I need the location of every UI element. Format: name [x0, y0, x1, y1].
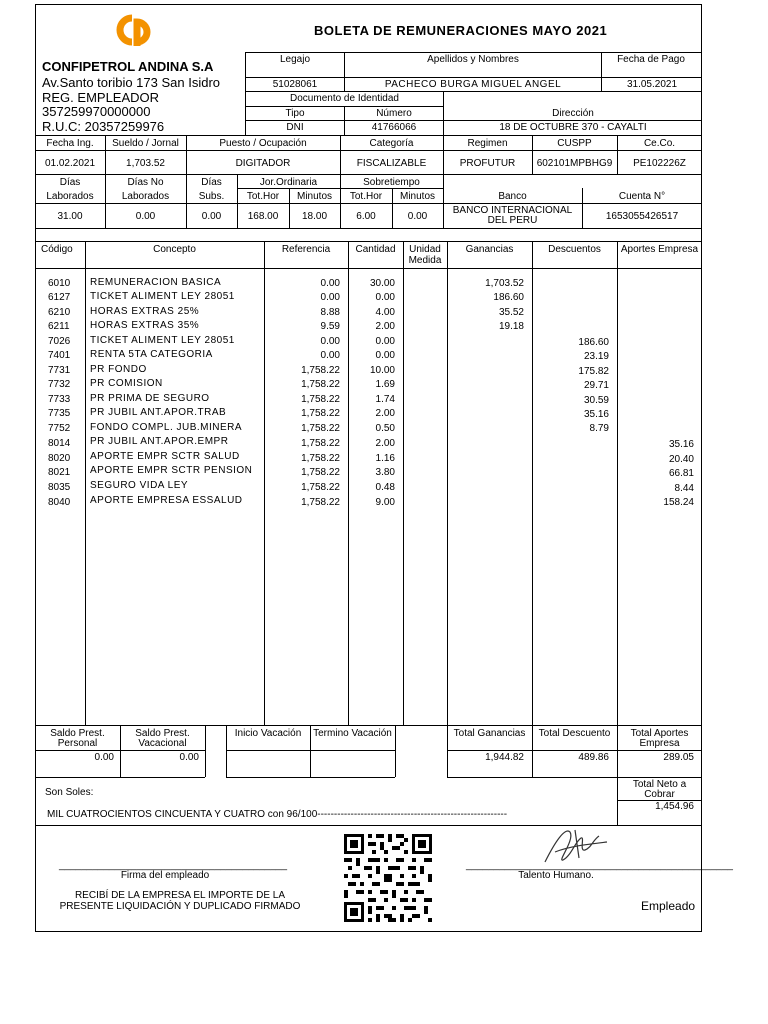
item-referencia: 1,758.22 [301, 453, 340, 464]
item-concepto: TICKET ALIMENT LEY 28051 [90, 335, 235, 346]
item-descuento: 175.82 [578, 366, 609, 377]
table-row [0, 422, 768, 436]
legajo-label: Legajo [279, 54, 311, 65]
total-aportes-label-1: Total Aportes [630, 728, 689, 739]
direccion-label: Dirección [552, 108, 594, 119]
saldo-vacacional-value: 0.00 [179, 752, 199, 763]
item-referencia: 1,758.22 [301, 438, 340, 449]
sueldo-value: 1,703.52 [126, 158, 165, 169]
item-codigo: 7733 [48, 394, 71, 405]
table-row [0, 349, 768, 363]
item-concepto: APORTE EMPR SCTR SALUD [90, 451, 240, 462]
item-cantidad: 1.74 [375, 394, 395, 405]
item-referencia: 1,758.22 [301, 394, 340, 405]
company-address: Av.Santo toribio 173 San Isidro [42, 75, 221, 90]
total-descuento-label: Total Descuento [538, 728, 611, 739]
firma-empleado-label: Firma del empleado [120, 870, 210, 881]
item-referencia: 0.00 [320, 278, 340, 289]
empleado-label: Empleado [641, 899, 696, 913]
item-codigo: 8035 [48, 482, 71, 493]
item-descuento: 29.71 [583, 380, 609, 391]
total-descuento-value: 489.86 [578, 752, 609, 763]
item-codigo: 6210 [48, 307, 71, 318]
item-cantidad: 1.16 [375, 453, 395, 464]
total-neto-label-2: Cobrar [644, 789, 675, 800]
cantidad-header: Cantidad [355, 244, 396, 255]
item-descuento: 30.59 [583, 395, 609, 406]
direccion-value: 18 DE OCTUBRE 370 - CAYALTI [499, 122, 647, 133]
dias-no-laborados-value: 0.00 [135, 211, 156, 222]
documento-label: Documento de Identidad [290, 93, 399, 104]
dias-no-label-1: Días No [127, 177, 164, 188]
item-referencia: 1,758.22 [301, 482, 340, 493]
item-concepto: APORTE EMPRESA ESSALUD [90, 495, 243, 506]
sob-tot-hor-value: 6.00 [356, 211, 376, 222]
document-title: BOLETA DE REMUNERACIONES MAYO 2021 [314, 23, 608, 38]
dias-subs-label-2: Subs. [198, 191, 225, 202]
fecha-ing-label: Fecha Ing. [46, 138, 94, 149]
total-aportes-label-2: Empresa [639, 738, 680, 749]
item-concepto: PR PRIMA DE SEGURO [90, 393, 210, 404]
descuentos-header: Descuentos [548, 244, 601, 255]
table-row [0, 277, 768, 291]
item-codigo: 7731 [48, 365, 71, 376]
item-aporte: 8.44 [674, 483, 694, 494]
categoria-value: FISCALIZABLE [356, 158, 427, 169]
item-referencia: 1,758.22 [301, 423, 340, 434]
item-concepto: PR COMISION [90, 378, 163, 389]
tipo-doc-value: DNI [286, 122, 304, 133]
item-codigo: 8020 [48, 453, 71, 464]
banco-label: Banco [498, 191, 527, 202]
item-ganancia: 35.52 [498, 307, 524, 318]
item-cantidad: 2.00 [375, 438, 395, 449]
item-codigo: 7752 [48, 423, 71, 434]
sobretiempo-label: Sobretiempo [363, 177, 420, 188]
table-row [0, 393, 768, 407]
table-row [0, 335, 768, 349]
item-concepto: HORAS EXTRAS 35% [90, 320, 200, 331]
item-referencia: 1,758.22 [301, 365, 340, 376]
item-codigo: 6010 [48, 278, 71, 289]
company-logo-icon [115, 12, 161, 50]
total-ganancias-label: Total Ganancias [453, 728, 526, 739]
item-referencia: 0.00 [320, 350, 340, 361]
item-ganancia: 19.18 [498, 321, 524, 332]
item-codigo: 7732 [48, 379, 71, 390]
jor-tot-hor-label: Tot.Hor [246, 191, 280, 202]
item-descuento: 35.16 [583, 409, 609, 420]
item-codigo: 6127 [48, 292, 71, 303]
saldo-vacacional-label-2: Vacacional [138, 738, 187, 749]
dias-no-label-2: Laborados [121, 191, 170, 202]
item-cantidad: 10.00 [369, 365, 395, 376]
company-name: CONFIPETROL ANDINA S.A [42, 59, 214, 74]
total-ganancias-value: 1,944.82 [485, 752, 524, 763]
item-referencia: 1,758.22 [301, 467, 340, 478]
table-row [0, 320, 768, 334]
saldo-vacacional-label-1: Saldo Prest. [135, 728, 190, 739]
sueldo-label: Sueldo / Jornal [112, 138, 179, 149]
puesto-label: Puesto / Ocupación [219, 138, 307, 149]
numero-doc-value: 41766066 [371, 122, 417, 133]
table-row [0, 436, 768, 450]
cuenta-label: Cuenta N° [618, 191, 666, 202]
ceco-label: Ce.Co. [643, 138, 676, 149]
sob-minutos-label: Minutos [399, 191, 435, 202]
item-referencia: 9.59 [320, 321, 340, 332]
item-cantidad: 0.50 [375, 423, 395, 434]
regimen-label: Regimen [467, 138, 508, 149]
item-ganancia: 1,703.52 [485, 278, 524, 289]
company-ruc: R.U.C: 20357259976 [42, 119, 165, 134]
employer-reg-number: 357259970000000 [42, 104, 151, 119]
table-row [0, 480, 768, 494]
dias-subs-label-1: Días [201, 177, 222, 188]
cuspp-label: CUSPP [557, 138, 592, 149]
codigo-header: Código [41, 244, 73, 255]
table-row [0, 465, 768, 479]
item-concepto: SEGURO VIDA LEY [90, 480, 189, 491]
aportes-header: Aportes Empresa [620, 244, 699, 255]
fecha-ing-value: 01.02.2021 [44, 158, 96, 169]
item-aporte: 20.40 [668, 454, 694, 465]
total-aportes-value: 289.05 [663, 752, 694, 763]
amount-in-words: MIL CUATROCIENTOS CINCUENTA Y CUATRO con 96/100--------------------------------------------------------- [47, 809, 508, 820]
table-row [0, 291, 768, 305]
total-neto-label-1: Total Neto a [632, 779, 687, 790]
signature-line-rrhh: ________________________________________________ [466, 860, 733, 871]
regimen-value: PROFUTUR [459, 158, 516, 169]
signature-line-employee: _________________________________________ [59, 860, 288, 871]
dias-laborados-label-1: Días [59, 177, 81, 188]
item-codigo: 7735 [48, 408, 71, 419]
referencia-header: Referencia [281, 244, 331, 255]
legajo-value: 51028061 [272, 79, 318, 90]
item-concepto: PR JUBIL ANT.APOR.TRAB [90, 407, 227, 418]
item-concepto: PR JUBIL ANT.APOR.EMPR [90, 436, 229, 447]
item-concepto: TICKET ALIMENT LEY 28051 [90, 291, 235, 302]
item-concepto: RENTA 5TA CATEGORIA [90, 349, 213, 360]
ceco-value: PE102226Z [633, 158, 686, 169]
ganancias-header: Ganancias [465, 244, 514, 255]
item-referencia: 1,758.22 [301, 379, 340, 390]
apellidos-label: Apellidos y Nombres [427, 54, 519, 65]
item-cantidad: 1.69 [375, 379, 395, 390]
fecha-pago-label: Fecha de Pago [617, 54, 685, 65]
dias-laborados-value: 31.00 [57, 211, 83, 222]
categoria-label: Categoría [369, 138, 414, 149]
item-aporte: 158.24 [663, 497, 694, 508]
item-referencia: 1,758.22 [301, 497, 340, 508]
termino-vacacion-label: Termino Vacación [313, 728, 392, 739]
item-concepto: APORTE EMPR SCTR PENSION [90, 465, 253, 476]
item-codigo: 6211 [48, 321, 70, 332]
item-referencia: 1,758.22 [301, 408, 340, 419]
sob-tot-hor-label: Tot.Hor [349, 191, 383, 202]
table-row [0, 306, 768, 320]
fecha-pago-value: 31.05.2021 [626, 79, 678, 90]
item-aporte: 35.16 [668, 439, 694, 450]
item-cantidad: 2.00 [375, 321, 395, 332]
total-neto-value: 1,454.96 [655, 801, 694, 812]
item-ganancia: 186.60 [493, 292, 524, 303]
item-codigo: 8014 [48, 438, 71, 449]
talento-humano-label: Talento Humano. [518, 870, 594, 881]
item-concepto: REMUNERACION BASICA [90, 277, 222, 288]
item-concepto: FONDO COMPL. JUB.MINERA [90, 422, 243, 433]
table-row [0, 364, 768, 378]
item-descuento: 23.19 [583, 351, 609, 362]
item-cantidad: 2.00 [375, 408, 395, 419]
unidad-header-1: Unidad [409, 244, 441, 255]
saldo-personal-value: 0.00 [94, 752, 114, 763]
numero-label: Número [376, 108, 412, 119]
jor-minutos-value: 18.00 [301, 211, 328, 222]
item-cantidad: 4.00 [375, 307, 395, 318]
jor-ordinaria-label: Jor.Ordinaria [259, 177, 318, 188]
item-cantidad: 0.00 [375, 336, 395, 347]
jor-tot-hor-value: 168.00 [247, 211, 279, 222]
item-concepto: HORAS EXTRAS 25% [90, 306, 200, 317]
banco-value-1: BANCO INTERNACIONAL [452, 205, 573, 216]
qr-code-icon [341, 831, 435, 925]
item-cantidad: 0.48 [375, 482, 395, 493]
item-referencia: 0.00 [320, 292, 340, 303]
table-row [0, 494, 768, 508]
son-soles-label: Son Soles: [45, 787, 94, 798]
concepto-header: Concepto [153, 244, 196, 255]
item-codigo: 7026 [48, 336, 71, 347]
item-cantidad: 9.00 [375, 497, 395, 508]
item-referencia: 0.00 [320, 336, 340, 347]
employee-name: PACHECO BURGA MIGUEL ANGEL [384, 79, 562, 90]
dias-laborados-label-2: Laborados [46, 191, 94, 202]
banco-value-2: DEL PERU [487, 215, 538, 226]
tipo-label: Tipo [285, 108, 305, 119]
table-row [0, 378, 768, 392]
dias-subs-value: 0.00 [201, 211, 222, 222]
table-row [0, 407, 768, 421]
item-referencia: 8.88 [320, 307, 340, 318]
unidad-header-2: Medida [408, 255, 442, 266]
item-codigo: 8040 [48, 497, 71, 508]
item-descuento: 186.60 [578, 337, 609, 348]
employer-reg-label: REG. EMPLEADOR [42, 90, 160, 105]
cuenta-value: 1653055426517 [605, 211, 679, 222]
jor-minutos-label: Minutos [296, 191, 332, 202]
item-cantidad: 3.80 [375, 467, 395, 478]
recibi-line-2: PRESENTE LIQUIDACIÓN Y DUPLICADO FIRMADO [59, 901, 301, 912]
item-descuento: 8.79 [589, 423, 609, 434]
item-concepto: PR FONDO [90, 364, 147, 375]
recibi-line-1: RECIBÍ DE LA EMPRESA EL IMPORTE DE LA [74, 890, 286, 901]
item-cantidad: 0.00 [375, 350, 395, 361]
item-aporte: 66.81 [668, 468, 694, 479]
item-codigo: 7401 [48, 350, 71, 361]
saldo-personal-label-2: Personal [57, 738, 98, 749]
saldo-personal-label-1: Saldo Prest. [50, 728, 105, 739]
item-codigo: 8021 [48, 467, 71, 478]
table-row [0, 451, 768, 465]
puesto-value: DIGITADOR [235, 158, 291, 169]
cuspp-value: 602101MPBHG9 [536, 158, 613, 169]
inicio-vacacion-label: Inicio Vacación [234, 728, 302, 739]
item-cantidad: 0.00 [375, 292, 395, 303]
item-cantidad: 30.00 [369, 278, 395, 289]
sob-minutos-value: 0.00 [407, 211, 428, 222]
